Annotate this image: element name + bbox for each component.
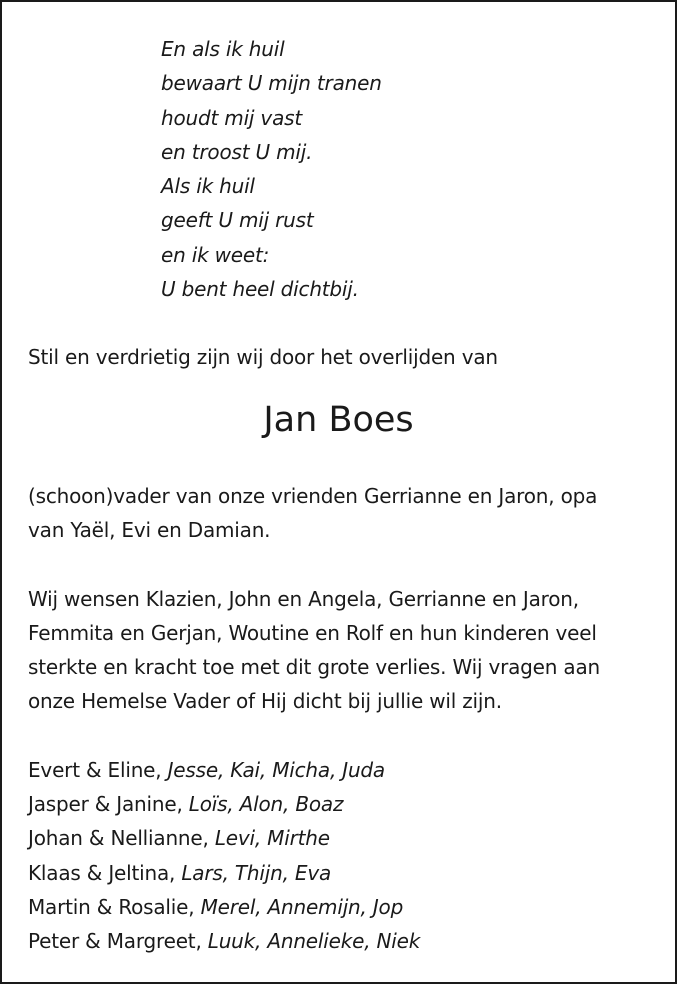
family-row xyxy=(28,753,420,787)
family-children: Luuk, Annelieke, Niek xyxy=(207,929,421,954)
wishes-paragraph xyxy=(28,582,653,718)
deceased-name: Jan Boes xyxy=(263,400,414,440)
family-row xyxy=(28,821,420,855)
family-children: Merel, Annemijn, Jop xyxy=(200,894,404,919)
relation-paragraph xyxy=(28,479,653,547)
poem-line: houdt mij vast xyxy=(161,105,302,130)
family-parents: Klaas & Jeltina, xyxy=(28,860,182,885)
intro-text: Stil en verdrietig zijn wij door het overlijden van xyxy=(28,345,498,369)
family-row xyxy=(28,787,420,821)
family-parents: Johan & Nellianne, xyxy=(28,826,215,851)
family-row xyxy=(28,924,420,958)
family-children: Lars, Thijn, Eva xyxy=(181,860,332,885)
family-children: Loïs, Alon, Boaz xyxy=(188,792,344,817)
paragraph-line: (schoon)vader van onze vrienden Gerrianne en Jaron, opa xyxy=(28,484,598,508)
paragraph-line: van Yaël, Evi en Damian. xyxy=(28,518,271,542)
poem-line: en ik weet: xyxy=(161,242,270,267)
family-row xyxy=(28,890,420,924)
family-children: Jesse, Kai, Micha, Juda xyxy=(167,758,385,782)
family-parents: Evert & Eline, xyxy=(28,758,168,782)
family-list xyxy=(28,753,420,958)
family-parents: Peter & Margreet, xyxy=(28,929,208,954)
poem-line: En als ik huil xyxy=(161,37,285,61)
family-children: Levi, Mirthe xyxy=(214,826,330,851)
poem xyxy=(161,32,382,306)
paragraph-line: onze Hemelse Vader of Hij dicht bij jullie wil zijn. xyxy=(28,689,502,713)
poem-line: geeft U mij rust xyxy=(161,208,314,233)
poem-line: bewaart U mijn tranen xyxy=(161,71,382,96)
family-parents: Martin & Rosalie, xyxy=(28,894,201,919)
paragraph-line: Wij wensen Klazien, John en Angela, Gerrianne en Jaron, xyxy=(28,587,579,611)
paragraph-line: sterkte en kracht toe met dit grote verlies. Wij vragen aan xyxy=(28,655,600,679)
poem-line: U bent heel dichtbij. xyxy=(161,277,359,302)
poem-line: en troost U mij. xyxy=(161,139,313,164)
paragraph-line: Femmita en Gerjan, Woutine en Rolf en hun kinderen veel xyxy=(28,621,597,645)
family-parents: Jasper & Janine, xyxy=(28,792,189,817)
family-row xyxy=(28,856,420,890)
poem-line: Als ik huil xyxy=(161,174,255,199)
